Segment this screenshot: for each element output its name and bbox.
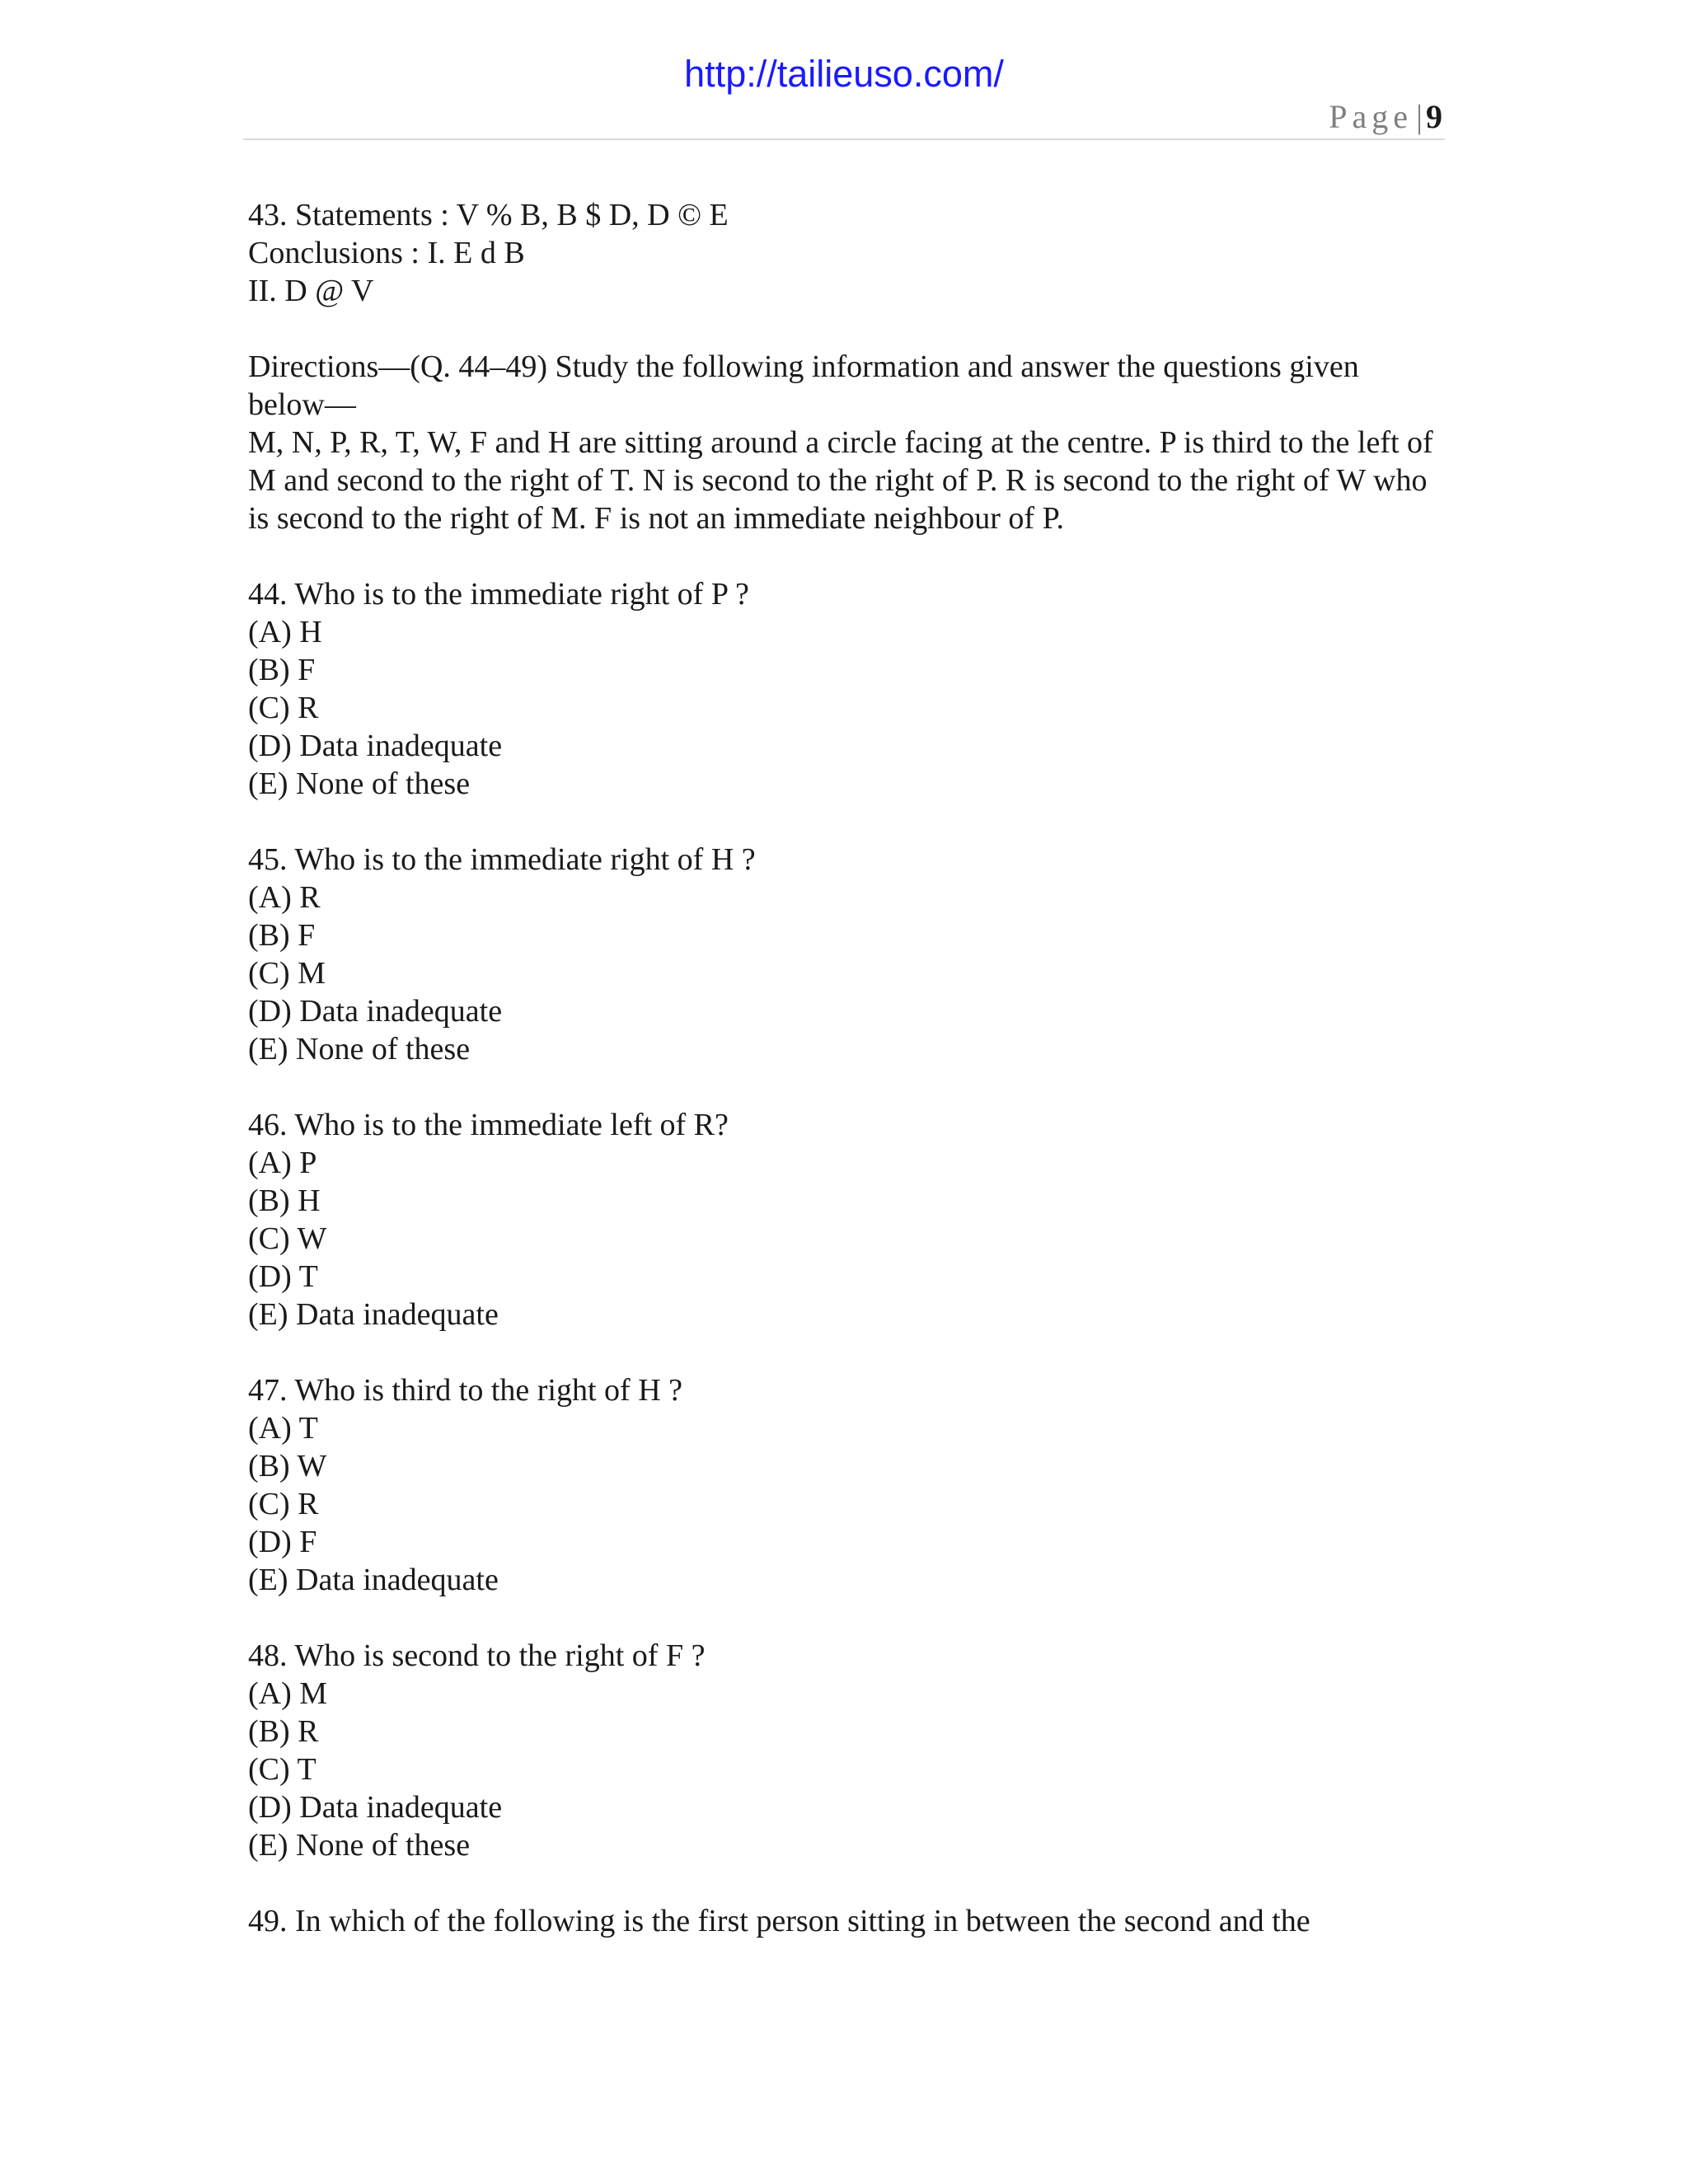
option-e: (E) Data inadequate bbox=[248, 1297, 499, 1332]
option-d: (D) F bbox=[248, 1525, 317, 1559]
question-text: 49. In which of the following is the first person sitting in between the second and the bbox=[248, 1904, 1311, 1938]
directions-text: Directions—(Q. 44–49) Study the following information and answer the questions given below— bbox=[248, 349, 1359, 422]
option-c: (C) T bbox=[248, 1752, 316, 1787]
option-a: (A) P bbox=[248, 1146, 317, 1180]
option-c: (C) R bbox=[248, 1487, 319, 1521]
header-divider bbox=[243, 138, 1445, 140]
question-43-statement: 43. Statements : V % B, B $ D, D © E bbox=[248, 198, 729, 232]
page-label-text: Page bbox=[1329, 98, 1413, 135]
option-c: (C) W bbox=[248, 1221, 327, 1256]
question-text: 46. Who is to the immediate left of R? bbox=[248, 1108, 729, 1142]
question-43-conclusion-1: Conclusions : I. E d B bbox=[248, 236, 525, 270]
option-b: (B) R bbox=[248, 1714, 319, 1749]
page-number-label bbox=[1329, 97, 1442, 136]
option-d: (D) Data inadequate bbox=[248, 729, 503, 763]
option-b: (B) H bbox=[248, 1183, 321, 1218]
question-43 bbox=[248, 196, 1443, 310]
question-text: 44. Who is to the immediate right of P ? bbox=[248, 577, 749, 612]
document-body bbox=[248, 196, 1443, 1978]
option-b: (B) W bbox=[248, 1449, 327, 1483]
question-49 bbox=[248, 1902, 1443, 1940]
option-c: (C) R bbox=[248, 691, 319, 725]
question-text: 47. Who is third to the right of H ? bbox=[248, 1373, 683, 1408]
directions-passage: M, N, P, R, T, W, F and H are sitting around a circle facing at the centre. P is third to the left of M and second to the right of T. N is second to the right of P. R is second to the right of W who is second to the right of M. F is not an immediate neighbour of P. bbox=[248, 425, 1433, 536]
option-e: (E) None of these bbox=[248, 1032, 471, 1066]
question-46 bbox=[248, 1106, 1443, 1333]
question-43-conclusion-2: II. D @ V bbox=[248, 274, 374, 308]
option-b: (B) F bbox=[248, 653, 316, 687]
option-a: (A) T bbox=[248, 1411, 318, 1446]
option-d: (D) Data inadequate bbox=[248, 994, 503, 1029]
option-c: (C) M bbox=[248, 956, 326, 991]
question-44 bbox=[248, 575, 1443, 803]
option-b: (B) F bbox=[248, 918, 316, 953]
directions-block bbox=[248, 348, 1443, 537]
option-d: (D) T bbox=[248, 1259, 318, 1294]
option-e: (E) None of these bbox=[248, 766, 471, 801]
question-47 bbox=[248, 1371, 1443, 1599]
option-a: (A) M bbox=[248, 1676, 328, 1711]
option-a: (A) H bbox=[248, 615, 322, 649]
page-number-value: 9 bbox=[1426, 98, 1442, 135]
question-text: 45. Who is to the immediate right of H ? bbox=[248, 842, 756, 877]
option-d: (D) Data inadequate bbox=[248, 1790, 503, 1825]
option-e: (E) None of these bbox=[248, 1828, 471, 1863]
option-e: (E) Data inadequate bbox=[248, 1563, 499, 1597]
option-a: (A) R bbox=[248, 880, 321, 915]
question-text: 48. Who is second to the right of F ? bbox=[248, 1638, 706, 1673]
question-45 bbox=[248, 841, 1443, 1068]
question-48 bbox=[248, 1637, 1443, 1864]
header-url-link[interactable]: http://tailieuso.com/ bbox=[684, 53, 1004, 95]
page-separator: | bbox=[1415, 98, 1423, 135]
